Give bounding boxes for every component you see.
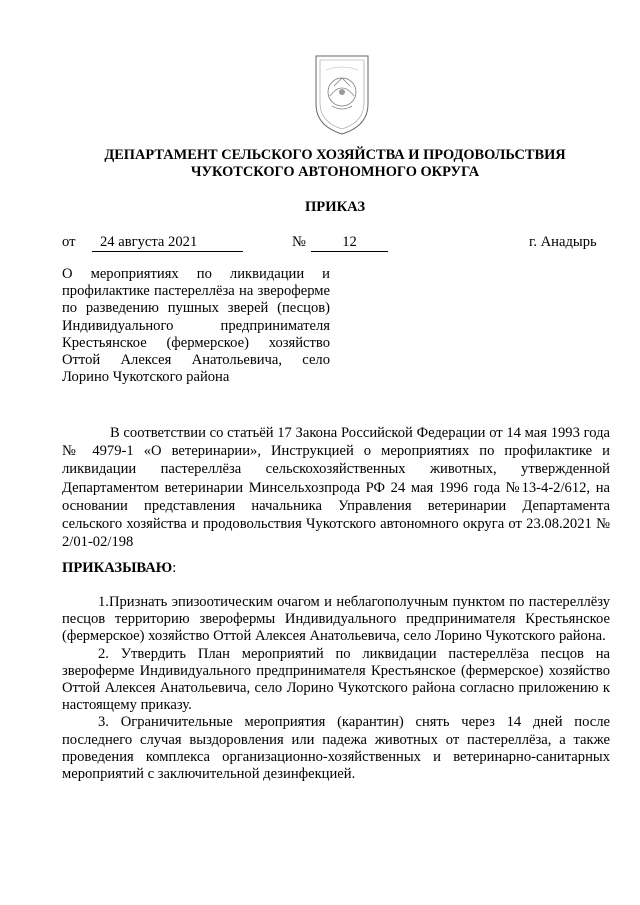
order-heading <box>62 560 176 577</box>
order-item-3: 3. Ограничительные мероприятия (карантин) снять через 14 дней после последнего случая выздоровления или падежа животных от пастереллёза, а также проведения комплекса организационно-хозяйственных и ветеринарно-санитарных мероприятий с заключительной дезинфекцией. <box>62 714 610 783</box>
department-line-2: ЧУКОТСКОГО АВТОНОМНОГО ОКРУГА <box>190 164 480 180</box>
order-date-value: 24 августа 2021 <box>92 235 243 252</box>
order-item-2: 2. Утвердить План мероприятий по ликвидации пастереллёза песцов на звероферме Индивидуального предпринимателя Крестьянское (фермерское) хозяйство Оттой Алексея Анатольевича, село Лорино Чукотского района согласно приложению к настоящему приказу. <box>62 645 610 714</box>
order-subject: О мероприятиях по ликвидации и профилактике пастереллёза на звероферме по разведению пушных зверей (песцов) Индивидуального предпринимателя Крестьянское (фермерское) хозяйство Оттой Алексея Анатольевича, село Лорино Чукотского района <box>62 266 330 386</box>
coat-of-arms-icon <box>312 50 372 136</box>
order-item-1: 1.Признать эпизоотическим очагом и неблагополучным пунктом по пастереллёзу песцов территорию зверофермы Индивидуального предпринимателя Крестьянское (фермерское) хозяйство Оттой Алексея Анатольевича, село Лорино Чукотского района. <box>62 594 610 645</box>
order-place: г. Анадырь <box>529 234 597 250</box>
order-number <box>311 234 388 252</box>
number-label: № <box>292 234 306 250</box>
order-items <box>62 594 610 783</box>
document-type: ПРИКАЗ <box>304 199 366 215</box>
order-date <box>92 234 243 252</box>
order-number-value: 12 <box>311 235 388 252</box>
order-word: ПРИКАЗЫВАЮ <box>62 560 173 576</box>
department-name <box>40 147 630 181</box>
from-label: от <box>62 234 76 250</box>
preamble-paragraph: В соответствии со статьёй 17 Закона Российской Федерации от 14 мая 1993 года № 4979-1 «О ветеринарии», Инструкцией о мероприятиях по профилактике и ликвидации пастереллёза сельскохозяйственных животных, утвержденной Департаментом ветеринарии Минсельхозпрода РФ 24 мая 1996 года №13-4-2/612, на основании представления начальника Управления ветеринарии Департамента сельского хозяйства и продовольствия Чукотского автономного округа от 23.08.2021 № 2/01-02/198 <box>62 425 610 551</box>
order-colon: : <box>172 560 177 576</box>
department-line-1: ДЕПАРТАМЕНТ СЕЛЬСКОГО ХОЗЯЙСТВА И ПРОДОВОЛЬСТВИЯ <box>104 147 566 163</box>
